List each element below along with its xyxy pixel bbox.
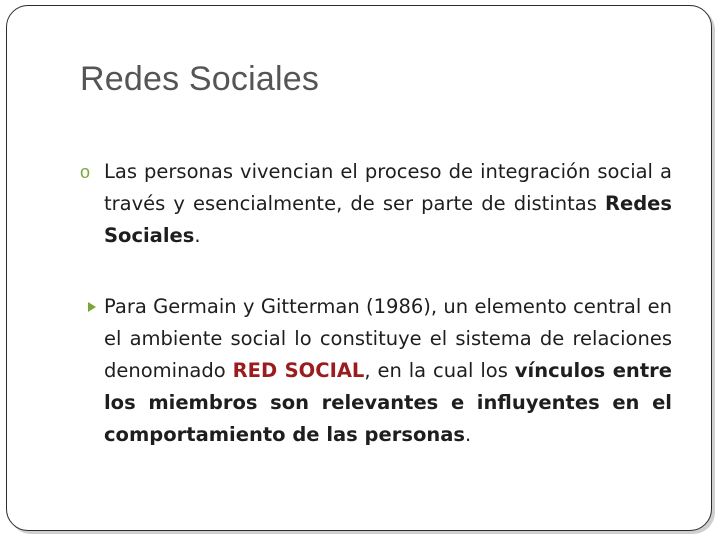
arrow-bullet-icon	[88, 302, 96, 312]
bullet-2-bold-text: vínculos entre los miembros son relevantes e influyentes en el comportamiento de las personas	[104, 359, 672, 446]
bullet-2-mid: , en la cual los	[364, 359, 515, 382]
bullet-2-text: Para Germain y Gitterman (1986), un elemento central en el ambiente social lo constituye el sistema de relaciones denominado	[104, 295, 672, 382]
bullet-item-2	[104, 291, 672, 451]
bullet-1-end: .	[194, 224, 201, 247]
slide-title: Redes Sociales	[80, 60, 320, 98]
red-social-highlight: RED SOCIAL	[232, 359, 365, 382]
bullet-item-1	[80, 156, 672, 252]
bullet-1-text: Las personas vivencian el proceso de integración social a través y esencialmente, de ser parte de distintas	[104, 160, 672, 215]
bullet-2-end: .	[465, 423, 472, 446]
bullet-1-bold-text: Redes Sociales	[104, 192, 672, 247]
circle-bullet-icon: o	[80, 162, 91, 182]
